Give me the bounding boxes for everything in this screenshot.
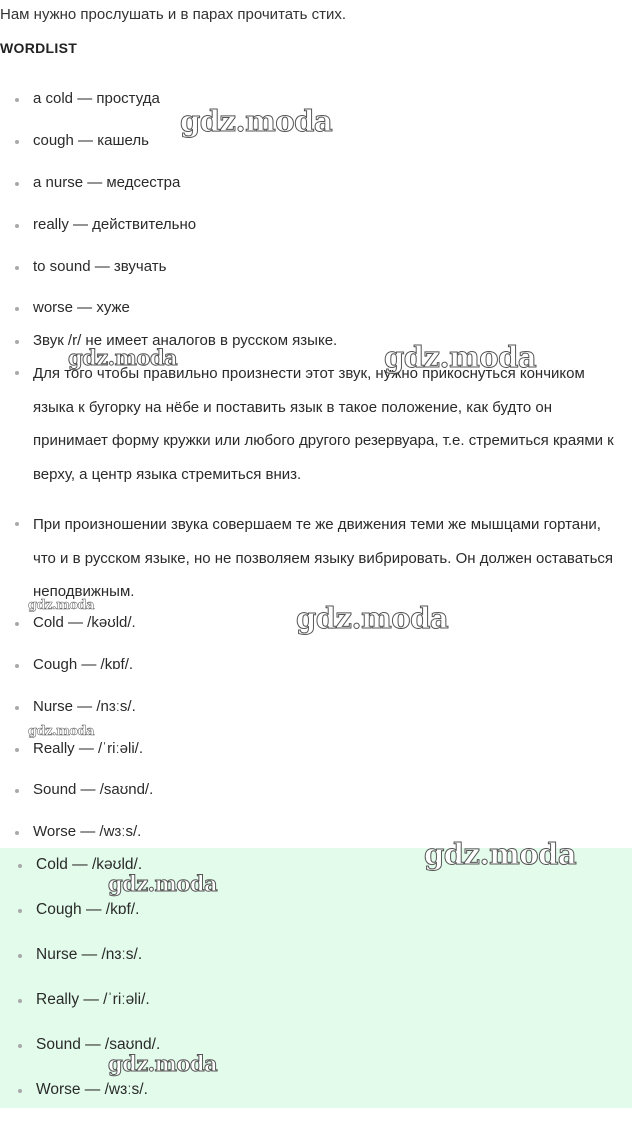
highlighted-pronunciation-item: Worse — /wɜːs/.: [36, 1081, 626, 1099]
highlighted-pronunciation-item: Cough — /kɒf/.: [36, 901, 626, 919]
highlighted-pronunciation-item: Cold — /kəʊld/.: [36, 856, 626, 874]
watermark: gdz.moda: [296, 601, 449, 635]
watermark: gdz.moda: [28, 598, 95, 613]
pronunciation-item: Cold — /kəʊld/.: [33, 614, 626, 631]
wordlist-heading: WORDLIST: [0, 40, 78, 56]
pronunciation-item: Cough — /kɒf/.: [33, 656, 626, 673]
watermark: gdz.moda: [108, 1051, 218, 1076]
wordlist-item: worse — хуже: [33, 299, 626, 316]
highlighted-pronunciation-item: Nurse — /nɜːs/.: [36, 946, 626, 964]
pronunciation-item: Worse — /wɜːs/.: [33, 823, 626, 840]
pronunciation-item: Really — /ˈriːəli/.: [33, 740, 626, 757]
watermark: gdz.moda: [28, 724, 95, 739]
intro-text: Нам нужно прослушать и в парах прочитать стих.: [0, 6, 347, 23]
pronunciation-item: Nurse — /nɜːs/.: [33, 698, 626, 715]
wordlist-item: really — действительно: [33, 216, 626, 233]
note-item: Звук /r/ не имеет аналогов в русском языке.: [33, 332, 626, 349]
wordlist-item: cough — кашель: [33, 132, 626, 149]
note-item: Для того чтобы правильно произнести этот звук, нужно прикоснуться кончиком языка к бугорку на нёбе и поставить язык в такое положение, как будто он принимает форму кружки или любого другого резервуара, т.е. стремиться краями к верху, а центр языка стремиться вниз.: [33, 357, 626, 491]
note-item: При произношении звука совершаем те же движения теми же мышцами гортани, что и в русском языке, но не позволяем языку вибрировать. Он должен оставаться неподвижным.: [33, 508, 626, 609]
watermark: gdz.moda: [384, 340, 537, 374]
watermark: gdz.moda: [180, 104, 333, 138]
wordlist-item: a cold — простуда: [33, 90, 626, 107]
wordlist-item: a nurse — медсестра: [33, 174, 626, 191]
highlighted-block: [0, 848, 632, 1108]
watermark: gdz.moda: [68, 345, 178, 370]
watermark: gdz.moda: [108, 871, 218, 896]
wordlist-item: to sound — звучать: [33, 258, 626, 275]
pronunciation-item: Sound — /saʊnd/.: [33, 781, 626, 798]
watermark: gdz.moda: [424, 837, 577, 871]
highlighted-pronunciation-item: Sound — /saʊnd/.: [36, 1036, 626, 1054]
highlighted-pronunciation-item: Really — /ˈriːəli/.: [36, 991, 626, 1009]
